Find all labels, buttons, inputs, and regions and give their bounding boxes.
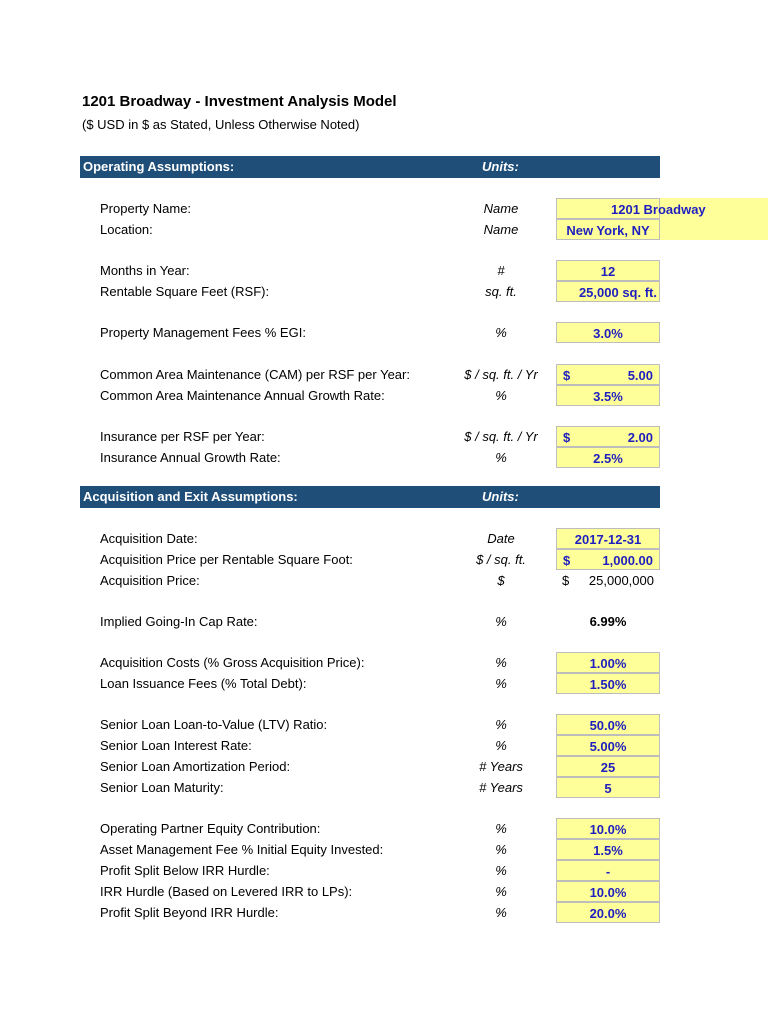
row-label: Property Name: — [100, 201, 192, 216]
row-label: Common Area Maintenance (CAM) per RSF per Year: — [100, 367, 410, 382]
units-header: Units: — [482, 159, 519, 174]
acquisition-date-input[interactable]: 2017-12-31 — [556, 528, 660, 549]
row-unit: Date — [487, 531, 515, 546]
row-unit: Name — [483, 201, 519, 216]
rentable-square-feet-input[interactable]: 25,000 sq. ft. — [556, 281, 660, 302]
location-input[interactable]: New York, NY — [556, 219, 660, 240]
months-in-year-input[interactable]: 12 — [556, 260, 660, 281]
row-insurance-per-rsf — [0, 426, 768, 447]
row-unit: % — [495, 905, 507, 920]
row-label: Location: — [100, 222, 153, 237]
row-label: Loan Issuance Fees (% Total Debt): — [100, 676, 307, 691]
row-label: Insurance Annual Growth Rate: — [100, 450, 281, 465]
row-label: Senior Loan Amortization Period: — [100, 759, 291, 774]
acquisition-costs-input[interactable]: 1.00% — [556, 652, 660, 673]
row-label: Senior Loan Loan-to-Value (LTV) Ratio: — [100, 717, 328, 732]
row-loan-issuance-fees — [0, 673, 768, 694]
operating-assumptions-header — [80, 156, 660, 178]
profit-split-beyond-hurdle-input[interactable]: 20.0% — [556, 902, 660, 923]
irr-hurdle-input[interactable]: 10.0% — [556, 881, 660, 902]
row-rentable-square-feet — [0, 281, 768, 302]
row-label: Asset Management Fee % Initial Equity Invested: — [100, 842, 384, 857]
operating-partner-equity-input[interactable]: 10.0% — [556, 818, 660, 839]
senior-loan-maturity-input[interactable]: 5 — [556, 777, 660, 798]
row-senior-loan-interest-rate — [0, 735, 768, 756]
row-label: Insurance per RSF per Year: — [100, 429, 265, 444]
row-unit: % — [495, 655, 507, 670]
row-label: Property Management Fees % EGI: — [100, 325, 306, 340]
row-location — [0, 219, 768, 240]
acquisition-price-per-rsf-input[interactable]: $ 1,000.00 — [556, 549, 660, 570]
row-senior-loan-maturity — [0, 777, 768, 798]
asset-management-fee-input[interactable]: 1.5% — [556, 839, 660, 860]
row-unit: % — [495, 614, 507, 629]
cam-growth-rate-input[interactable]: 3.5% — [556, 385, 660, 406]
row-unit: # — [497, 263, 505, 278]
row-operating-partner-equity — [0, 818, 768, 839]
row-property-management-fees — [0, 322, 768, 343]
row-acquisition-price-per-rsf — [0, 549, 768, 570]
row-unit: % — [495, 842, 507, 857]
row-unit: % — [495, 863, 507, 878]
row-label: Profit Split Below IRR Hurdle: — [100, 863, 270, 878]
row-unit: % — [495, 450, 507, 465]
profit-split-below-hurdle-input[interactable]: - — [556, 860, 660, 881]
row-unit: $ — [497, 573, 505, 588]
row-label: Senior Loan Interest Rate: — [100, 738, 252, 753]
row-unit: % — [495, 676, 507, 691]
row-label: Operating Partner Equity Contribution: — [100, 821, 321, 836]
senior-loan-amortization-input[interactable]: 25 — [556, 756, 660, 777]
section-title: Acquisition and Exit Assumptions: — [83, 489, 298, 504]
acquisition-exit-assumptions-header — [80, 486, 660, 508]
row-acquisition-costs — [0, 652, 768, 673]
row-label: Acquisition Price: — [100, 573, 200, 588]
row-unit: # Years — [479, 780, 523, 795]
senior-loan-ltv-input[interactable]: 50.0% — [556, 714, 660, 735]
row-unit: # Years — [479, 759, 523, 774]
row-unit: sq. ft. — [485, 284, 517, 299]
page-subtitle: ($ USD in $ as Stated, Unless Otherwise Noted) — [82, 117, 360, 132]
insurance-growth-rate-input[interactable]: 2.5% — [556, 447, 660, 468]
row-label: IRR Hurdle (Based on Levered IRR to LPs): — [100, 884, 353, 899]
row-profit-split-beyond-hurdle — [0, 902, 768, 923]
row-profit-split-below-hurdle — [0, 860, 768, 881]
row-acquisition-price — [0, 570, 768, 591]
row-asset-management-fee — [0, 839, 768, 860]
section-title: Operating Assumptions: — [83, 159, 235, 174]
row-cam-growth-rate — [0, 385, 768, 406]
row-senior-loan-amortization — [0, 756, 768, 777]
row-label: Implied Going-In Cap Rate: — [100, 614, 258, 629]
row-unit: % — [495, 738, 507, 753]
row-label: Common Area Maintenance Annual Growth Rate: — [100, 388, 385, 403]
row-property-name — [0, 198, 768, 219]
row-unit: % — [495, 325, 507, 340]
row-acquisition-date — [0, 528, 768, 549]
row-label: Senior Loan Maturity: — [100, 780, 224, 795]
cam-per-rsf-input[interactable]: $ 5.00 — [556, 364, 660, 385]
row-insurance-growth-rate — [0, 447, 768, 468]
row-unit: Name — [483, 222, 519, 237]
implied-cap-rate-value: 6.99% — [589, 614, 627, 629]
row-label: Profit Split Beyond IRR Hurdle: — [100, 905, 279, 920]
row-label: Months in Year: — [100, 263, 190, 278]
insurance-per-rsf-input[interactable]: $ 2.00 — [556, 426, 660, 447]
property-name-input[interactable]: 1201 Broadway — [556, 198, 660, 219]
row-label: Acquisition Price per Rentable Square Foot: — [100, 552, 353, 567]
page-title: 1201 Broadway - Investment Analysis Model — [82, 93, 397, 110]
row-label: Acquisition Costs (% Gross Acquisition Price): — [100, 655, 365, 670]
row-unit: $ / sq. ft. / Yr — [464, 367, 538, 382]
row-implied-cap-rate — [0, 611, 768, 632]
property-management-fees-input[interactable]: 3.0% — [556, 322, 660, 343]
row-senior-loan-ltv — [0, 714, 768, 735]
row-months-in-year — [0, 260, 768, 281]
row-unit: $ / sq. ft. / Yr — [464, 429, 538, 444]
row-unit: % — [495, 717, 507, 732]
row-unit: % — [495, 884, 507, 899]
acquisition-price-value: $ 25,000,000 — [562, 573, 654, 588]
row-unit: % — [495, 388, 507, 403]
senior-loan-interest-rate-input[interactable]: 5.00% — [556, 735, 660, 756]
row-irr-hurdle — [0, 881, 768, 902]
loan-issuance-fees-input[interactable]: 1.50% — [556, 673, 660, 694]
units-header: Units: — [482, 489, 519, 504]
row-label: Acquisition Date: — [100, 531, 198, 546]
row-unit: $ / sq. ft. — [476, 552, 526, 567]
row-unit: % — [495, 821, 507, 836]
row-label: Rentable Square Feet (RSF): — [100, 284, 270, 299]
row-cam-per-rsf — [0, 364, 768, 385]
